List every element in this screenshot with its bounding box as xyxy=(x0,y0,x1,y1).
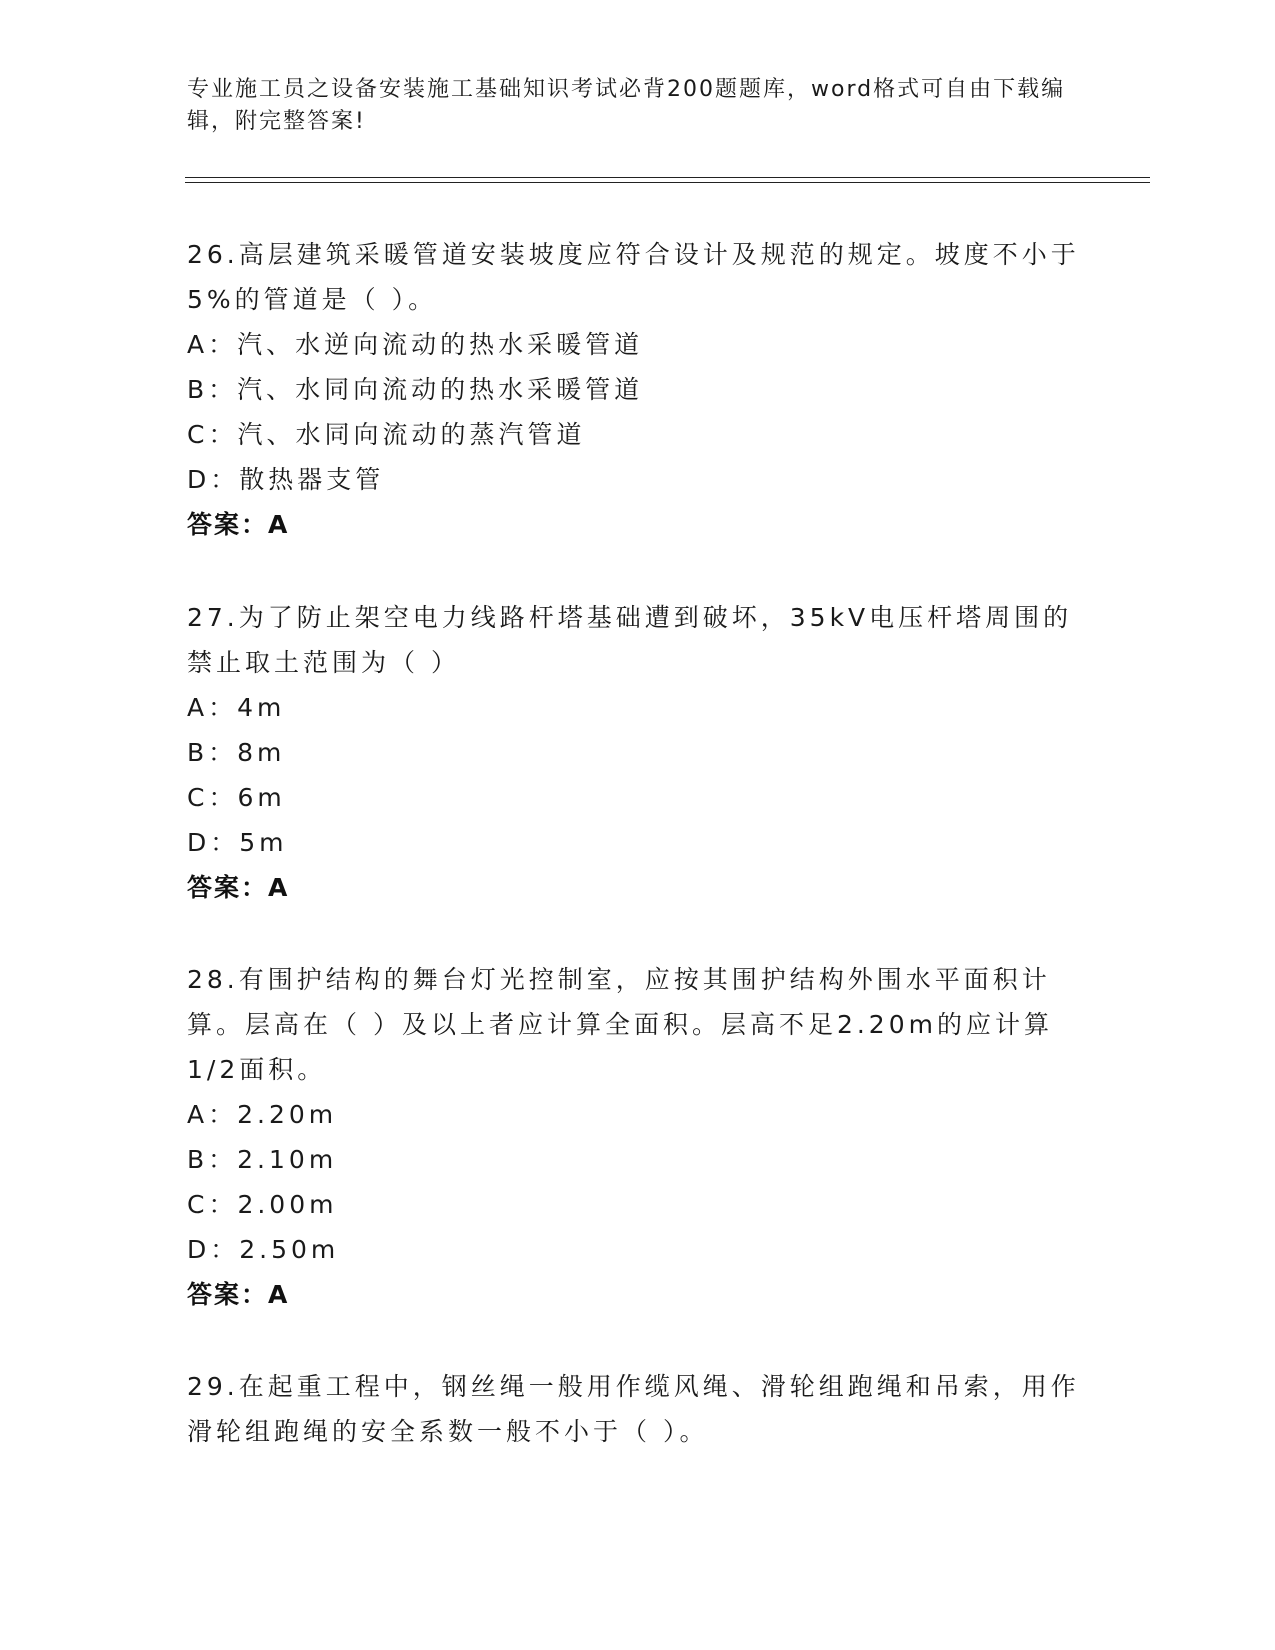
option-b: B：8m xyxy=(187,738,286,767)
question-26 xyxy=(187,232,1087,547)
header-divider-top xyxy=(185,177,1150,178)
document-header: 专业施工员之设备安装施工基础知识考试必背200题题库，word格式可自由下载编辑，附完整答案! xyxy=(187,77,1066,134)
option-d: D：2.50m xyxy=(187,1235,340,1264)
answer-line: 答案：A xyxy=(187,1280,290,1309)
header-divider-bottom xyxy=(185,182,1150,183)
answer-line: 答案：A xyxy=(187,510,290,539)
question-28 xyxy=(187,957,1087,1317)
option-a: A：汽、水逆向流动的热水采暖管道 xyxy=(187,330,644,359)
option-c: C：汽、水同向流动的蒸汽管道 xyxy=(187,420,586,449)
option-b: B：2.10m xyxy=(187,1145,338,1174)
question-stem: 29.在起重工程中，钢丝绳一般用作缆风绳、滑轮组跑绳和吊索，用作滑轮组跑绳的安全系数一般不小于（ ）。 xyxy=(187,1372,1080,1446)
answer-line: 答案：A xyxy=(187,873,290,902)
option-c: C：2.00m xyxy=(187,1190,338,1219)
option-b: B：汽、水同向流动的热水采暖管道 xyxy=(187,375,644,404)
question-29 xyxy=(187,1364,1087,1454)
option-a: A：4m xyxy=(187,693,286,722)
question-stem: 28.有围护结构的舞台灯光控制室，应按其围护结构外围水平面积计算。层高在（ ）及以上者应计算全面积。层高不足2.20m的应计算1/2面积。 xyxy=(187,965,1053,1084)
question-stem: 27.为了防止架空电力线路杆塔基础遭到破坏，35kV电压杆塔周围的禁止取土范围为（ ） xyxy=(187,603,1073,677)
question-27 xyxy=(187,595,1087,910)
option-a: A：2.20m xyxy=(187,1100,338,1129)
option-c: C：6m xyxy=(187,783,286,812)
option-d: D：散热器支管 xyxy=(187,465,385,494)
question-stem: 26.高层建筑采暖管道安装坡度应符合设计及规范的规定。坡度不小于5%的管道是（ ）。 xyxy=(187,240,1080,314)
option-d: D：5m xyxy=(187,828,288,857)
